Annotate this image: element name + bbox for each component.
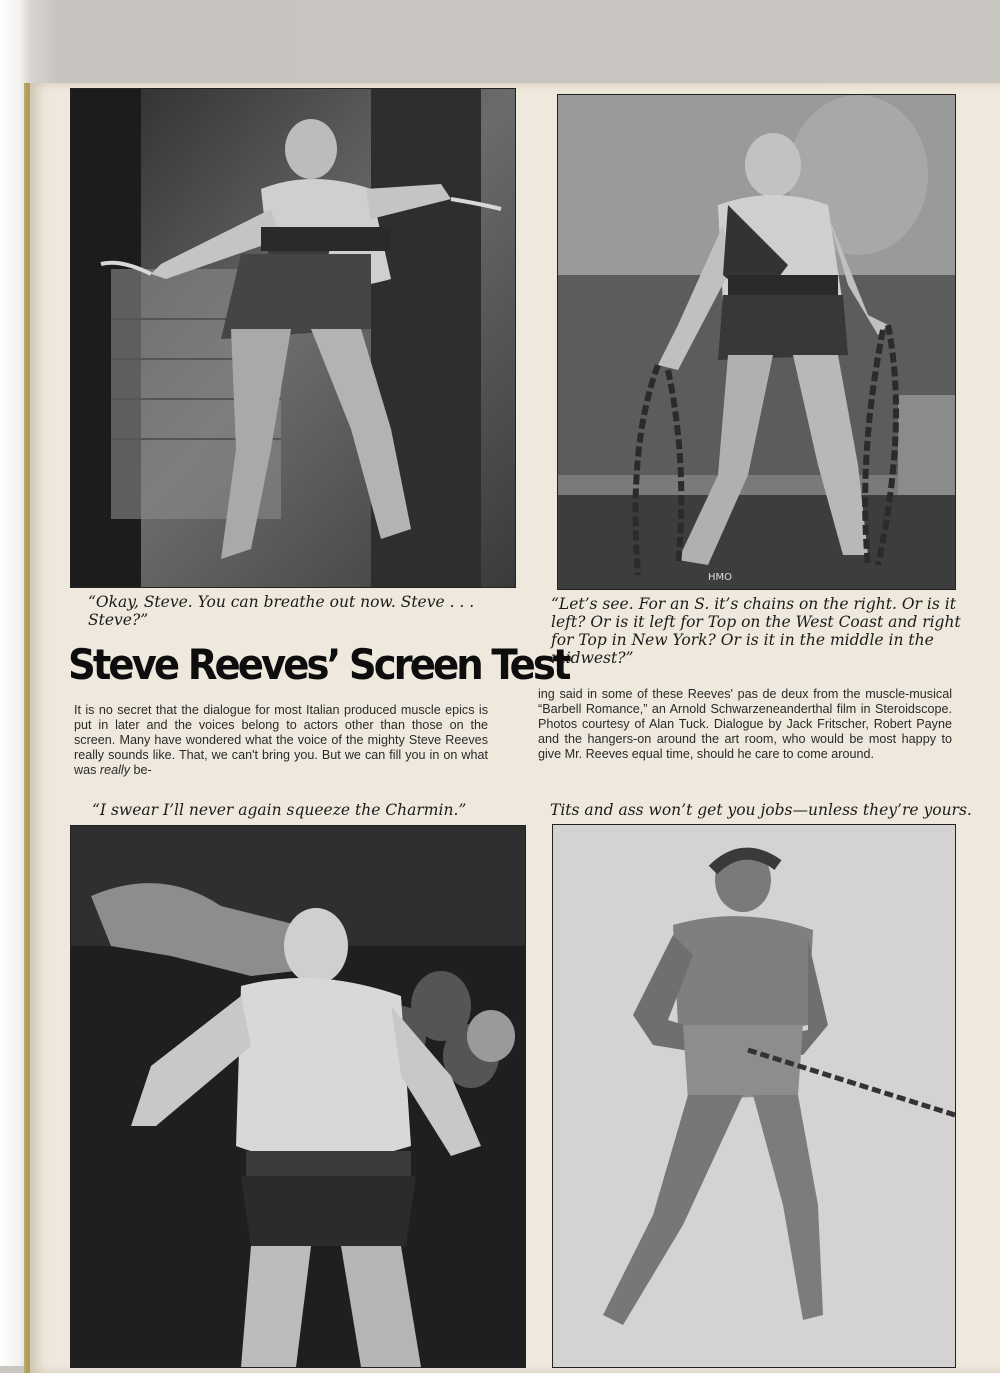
article-column-1-end: be- [130,763,152,777]
article-column-2: ing said in some of these Reeves' pas de deux from the muscle-musical “Barbell Romance,” an Arnold Schwarzeneanderthal film in Steroidscope. Photos courtesy of Alan Tuck. Dialogue by Jack Fritscher, Robert Payne and the hangers-on around the art room, who would be most happy to give Mr. Reeves equal time, should he care to come around. [538,687,952,761]
caption-mid-left: “I swear I’ll never again squeeze the Charmin.” [92,801,467,819]
caption-top-right: “Let’s see. For an S. it’s chains on the right. Or is it left? Or is it left for Top on the West Coast and right for Top in New York? Or is it in the middle in the midwest?” [551,595,961,667]
photo-top-left-chained-post [70,88,516,588]
caption-top-left: “Okay, Steve. You can breathe out now. Steve . . . Steve?” [88,593,475,629]
caption-mid-right: Tits and ass won’t get you jobs—unless they’re yours. [550,801,972,819]
article-column-1-text: It is no secret that the dialogue for most Italian produced muscle epics is put in later and the voices belong to actors other than those on the screen. Many have wondered what the voice of the mighty Steve Reeves really sounds like. That, we can't bring you. But we can fill you in on what was [74,703,488,777]
photo-signature: HMO [708,572,733,583]
photo-bottom-right-pulling-chain [552,824,956,1368]
article-headline: Steve Reeves’ Screen Test [68,640,569,689]
article-column-1-emphasis: really [99,763,131,777]
photo-bottom-left-crowd [70,825,526,1368]
photo-top-right-chains [557,94,956,590]
article-column-1 [74,703,488,778]
